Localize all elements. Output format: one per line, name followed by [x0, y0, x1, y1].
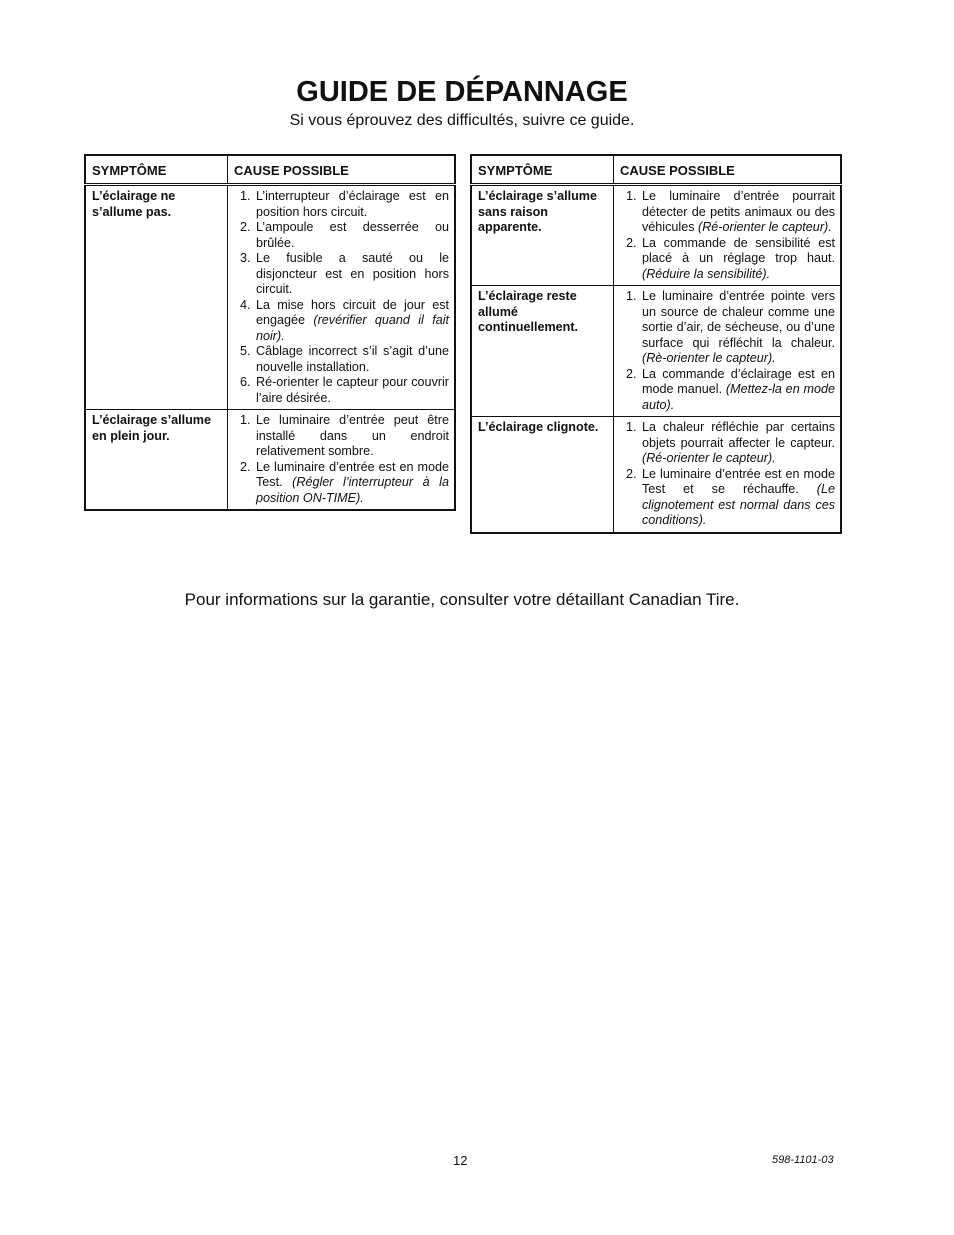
cause-text: Le fusible a sauté ou le disjoncteur est en position hors circuit.: [256, 251, 449, 296]
column-header-symptom: SYMPTÔME: [471, 155, 614, 185]
cause-item: [254, 460, 449, 507]
cause-item: [254, 413, 449, 460]
cause-list: [234, 413, 449, 506]
table-row: [85, 185, 455, 410]
cause-remedy-note: (Réduire la sensibilité).: [642, 266, 771, 281]
cause-item: [640, 467, 835, 529]
cause-remedy-note: (Le clignotement est normal dans ces conditions).: [642, 482, 835, 527]
symptom-cell: L’éclairage clignote.: [471, 417, 614, 533]
troubleshooting-table-right: [470, 154, 842, 534]
cause-cell: [614, 185, 842, 286]
column-header-symptom: SYMPTÔME: [85, 155, 228, 185]
cause-cell: [228, 410, 456, 511]
cause-item: [254, 344, 449, 375]
cause-item: [254, 251, 449, 298]
page-subtitle: Si vous éprouvez des difficultés, suivre ce guide.: [289, 112, 635, 129]
cause-text: L’ampoule est desserrée ou brûlée.: [256, 220, 449, 250]
table-row: [471, 286, 841, 417]
page-number: 12: [453, 1153, 468, 1168]
cause-text: Le luminaire d’entrée est en mode Test.: [256, 459, 449, 489]
cause-item: [640, 367, 835, 414]
cause-list: [620, 289, 835, 413]
cause-remedy-note: (Rè-orienter le capteur).: [642, 351, 776, 365]
cause-text: La chaleur réfléchie par certains objets pourrait affecter le capteur.: [642, 420, 835, 450]
cause-text: Le luminaire d’entrée pourrait détecter de petits animaux ou des véhicules: [642, 189, 835, 234]
cause-list: [620, 189, 835, 282]
symptom-cell: L’éclairage reste allumé continuellement.: [471, 286, 614, 417]
cause-text: Le luminaire d’entrée est en mode Test et se réchauffe.: [642, 466, 835, 496]
cause-item: [254, 220, 449, 251]
cause-remedy-note: (revérifier quand il fait noir).: [256, 313, 449, 343]
cause-text: Ré-orienter le capteur pour couvrir l’aire désirée.: [256, 375, 449, 405]
warranty-note: Pour informations sur la garantie, consulter votre détaillant Canadian Tire.: [184, 590, 740, 609]
cause-cell: [228, 185, 456, 410]
table-row: [471, 185, 841, 286]
cause-item: [640, 189, 835, 236]
cause-remedy-note: (Ré-orienter le capteur).: [642, 451, 776, 465]
symptom-cell: L’éclairage s’allume sans raison apparente.: [471, 185, 614, 286]
column-header-cause: CAUSE POSSIBLE: [614, 155, 842, 185]
page-title: GUIDE DE DÉPANNAGE: [296, 76, 628, 108]
cause-remedy-note: (Ré-orienter le capteur).: [698, 220, 832, 234]
table-body: [85, 185, 455, 511]
cause-remedy-note: (Mettez-la en mode auto).: [642, 382, 835, 412]
table-row: [471, 417, 841, 533]
cause-text: La commande de sensibilité est placé à un réglage trop haut.: [642, 235, 835, 265]
cause-remedy-note: (Régler l’interrupteur à la position ON-TIME).: [256, 475, 449, 505]
troubleshooting-table-left: [84, 154, 456, 511]
cause-text: Le luminaire d’entrée pointe vers un source de chaleur comme une sortie d’air, de sécheuse, ou d’une surface qui réfléchit la chaleur.: [642, 289, 835, 350]
cause-text: Le luminaire d’entrée peut être installé dans un endroit relativement sombre.: [256, 413, 449, 458]
document-code: 598-1101-03: [772, 1154, 834, 1166]
cause-list: [620, 420, 835, 529]
cause-text: Câblage incorrect s’il s’agit d’une nouvelle installation.: [256, 344, 449, 374]
cause-list: [234, 189, 449, 406]
cause-item: [254, 375, 449, 406]
table-body: [471, 185, 841, 533]
column-header-cause: CAUSE POSSIBLE: [228, 155, 456, 185]
cause-cell: [614, 286, 842, 417]
cause-item: [254, 298, 449, 345]
cause-item: [640, 236, 835, 283]
cause-text: La mise hors circuit de jour est engagée: [256, 297, 449, 327]
table-row: [85, 410, 455, 511]
symptom-cell: L’éclairage s’allume en plein jour.: [85, 410, 228, 511]
cause-text: L’interrupteur d’éclairage est en position hors circuit.: [256, 189, 449, 219]
cause-item: [640, 420, 835, 467]
cause-text: La commande d’éclairage est en mode manuel.: [642, 366, 835, 396]
cause-item: [254, 189, 449, 220]
cause-item: [640, 289, 835, 367]
symptom-cell: L’éclairage ne s’allume pas.: [85, 185, 228, 410]
cause-cell: [614, 417, 842, 533]
